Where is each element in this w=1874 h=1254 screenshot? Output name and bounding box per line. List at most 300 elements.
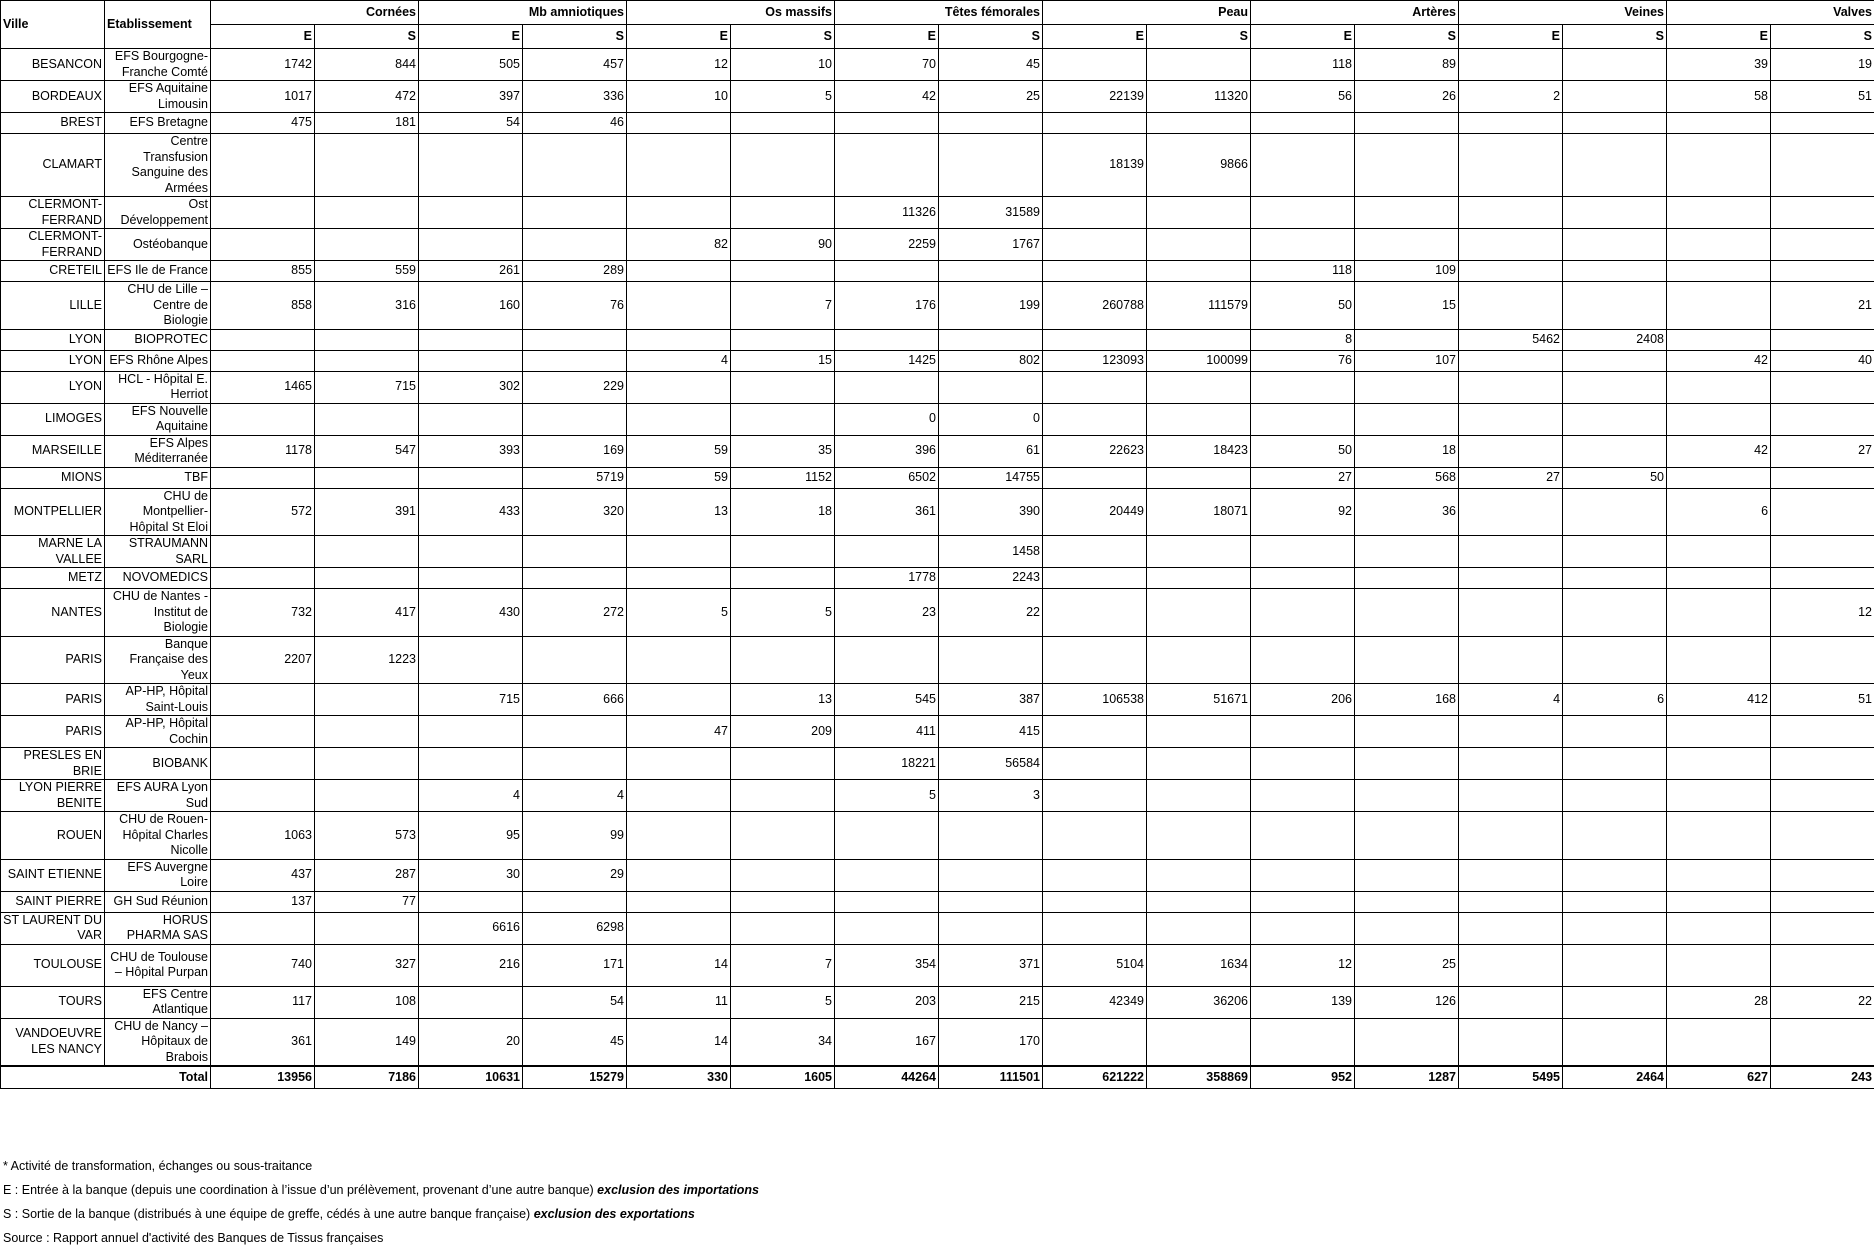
cell-value (1043, 536, 1147, 568)
table-row (1, 684, 1874, 716)
cell-value (523, 636, 627, 684)
cell-value (1667, 748, 1771, 780)
cell-value (939, 329, 1043, 350)
cell-value (731, 261, 835, 282)
cell-value (1771, 467, 1874, 488)
cell-value (1667, 229, 1771, 261)
cell-value (1355, 812, 1459, 860)
cell-value (627, 134, 731, 197)
cell-value: 20 (419, 1018, 523, 1066)
cell-value (1563, 636, 1667, 684)
cell-value: 412 (1667, 684, 1771, 716)
cell-value: 108 (315, 986, 419, 1018)
cell-value (1459, 912, 1563, 944)
cell-value (419, 716, 523, 748)
total-value: 5495 (1459, 1066, 1563, 1088)
cell-value (1147, 859, 1251, 891)
cell-value (1459, 488, 1563, 536)
cell-value (627, 371, 731, 403)
cell-value (1147, 329, 1251, 350)
cell-value: 5 (627, 589, 731, 637)
cell-value (1147, 589, 1251, 637)
cell-value: 167 (835, 1018, 939, 1066)
cell-value (211, 568, 315, 589)
total-value: 7186 (315, 1066, 419, 1088)
cell-value (1043, 467, 1147, 488)
cell-value (627, 780, 731, 812)
cell-value (939, 859, 1043, 891)
cell-value (1459, 350, 1563, 371)
cell-etablissement: EFS Bourgogne-Franche Comté (105, 49, 211, 81)
cell-value (1667, 261, 1771, 282)
cell-value (1667, 912, 1771, 944)
cell-value (939, 371, 1043, 403)
table-row (1, 780, 1874, 812)
cell-value: 287 (315, 859, 419, 891)
cell-value (731, 113, 835, 134)
cell-value: 475 (211, 113, 315, 134)
group-header-valves: Valves (1667, 1, 1874, 25)
cell-value (315, 536, 419, 568)
cell-value (1459, 589, 1563, 637)
cell-value (835, 912, 939, 944)
cell-value (211, 403, 315, 435)
cell-value: 203 (835, 986, 939, 1018)
cell-ville: PARIS (1, 684, 105, 716)
cell-value (1771, 636, 1874, 684)
group-header-veines: Veines (1459, 1, 1667, 25)
cell-value (939, 134, 1043, 197)
cell-etablissement: CHU de Montpellier-Hôpital St Eloi (105, 488, 211, 536)
total-value: 1287 (1355, 1066, 1459, 1088)
cell-value: 13 (627, 488, 731, 536)
cell-value (211, 350, 315, 371)
cell-value (1771, 403, 1874, 435)
cell-value: 505 (419, 49, 523, 81)
cell-value (419, 891, 523, 912)
cell-value: 58 (1667, 81, 1771, 113)
cell-value: 42349 (1043, 986, 1147, 1018)
cell-value (627, 282, 731, 330)
cell-value: 6616 (419, 912, 523, 944)
cell-value (627, 812, 731, 860)
cell-value (1147, 812, 1251, 860)
cell-value (1563, 81, 1667, 113)
cell-value (1043, 812, 1147, 860)
cell-value: 77 (315, 891, 419, 912)
cell-value (523, 403, 627, 435)
cell-value: 14755 (939, 467, 1043, 488)
cell-etablissement: AP-HP, Hôpital Saint-Louis (105, 684, 211, 716)
total-value: 10631 (419, 1066, 523, 1088)
cell-etablissement: CHU de Nantes - Institut de Biologie (105, 589, 211, 637)
table-row (1, 568, 1874, 589)
cell-value (1147, 636, 1251, 684)
cell-value (1043, 780, 1147, 812)
footnote-source: Source : Rapport annuel d'activité des Banques de Tissus françaises (3, 1230, 759, 1254)
cell-value (1355, 716, 1459, 748)
cell-value (1147, 748, 1251, 780)
cell-value (1459, 134, 1563, 197)
cell-value: 27 (1251, 467, 1355, 488)
cell-ville: MIONS (1, 467, 105, 488)
cell-value: 25 (1355, 944, 1459, 986)
cell-value: 2259 (835, 229, 939, 261)
cell-value (1147, 891, 1251, 912)
cell-value: 118 (1251, 261, 1355, 282)
footnote-e-emphasis: exclusion des importations (597, 1183, 759, 1197)
cell-value: 0 (939, 403, 1043, 435)
table-row (1, 371, 1874, 403)
total-value: 2464 (1563, 1066, 1667, 1088)
cell-value (1459, 49, 1563, 81)
cell-value: 31589 (939, 197, 1043, 229)
cell-ville: CLERMONT-FERRAND (1, 229, 105, 261)
table-row (1, 944, 1874, 986)
cell-value: 106538 (1043, 684, 1147, 716)
cell-value (1043, 113, 1147, 134)
cell-value (419, 134, 523, 197)
cell-ville: CLERMONT-FERRAND (1, 197, 105, 229)
cell-value (1251, 780, 1355, 812)
cell-value: 34 (731, 1018, 835, 1066)
table-row (1, 403, 1874, 435)
cell-value (1147, 229, 1251, 261)
cell-value: 1152 (731, 467, 835, 488)
cell-value: 430 (419, 589, 523, 637)
cell-value (315, 229, 419, 261)
cell-value (1251, 748, 1355, 780)
sub-header-s: S (1563, 25, 1667, 49)
cell-value (1563, 197, 1667, 229)
table-row (1, 435, 1874, 467)
cell-value: 545 (835, 684, 939, 716)
cell-ville: ROUEN (1, 812, 105, 860)
cell-value (1667, 282, 1771, 330)
cell-value (1043, 403, 1147, 435)
cell-value (835, 859, 939, 891)
total-value: 15279 (523, 1066, 627, 1088)
cell-value: 22623 (1043, 435, 1147, 467)
cell-value: 1063 (211, 812, 315, 860)
cell-value: 18 (731, 488, 835, 536)
table-row (1, 261, 1874, 282)
cell-ville: ST LAURENT DU VAR (1, 912, 105, 944)
table-row (1, 986, 1874, 1018)
cell-value (1667, 197, 1771, 229)
footnote-e (3, 1182, 759, 1206)
cell-value: 42 (1667, 350, 1771, 371)
cell-ville: PRESLES EN BRIE (1, 748, 105, 780)
cell-value: 45 (523, 1018, 627, 1066)
cell-value (1667, 371, 1771, 403)
cell-value: 10 (627, 81, 731, 113)
total-value: 13956 (211, 1066, 315, 1088)
cell-value (1251, 113, 1355, 134)
cell-etablissement: EFS Ile de France (105, 261, 211, 282)
sub-header-e: E (211, 25, 315, 49)
cell-value (523, 716, 627, 748)
cell-value (1147, 467, 1251, 488)
cell-etablissement: EFS Alpes Méditerranée (105, 435, 211, 467)
cell-value: 0 (835, 403, 939, 435)
cell-value: 149 (315, 1018, 419, 1066)
cell-value (1043, 1018, 1147, 1066)
cell-value: 95 (419, 812, 523, 860)
cell-value: 56 (1251, 81, 1355, 113)
cell-value (731, 371, 835, 403)
cell-value: 18423 (1147, 435, 1251, 467)
cell-value (211, 780, 315, 812)
cell-value (315, 684, 419, 716)
cell-value (1771, 536, 1874, 568)
cell-value (627, 197, 731, 229)
cell-value: 169 (523, 435, 627, 467)
cell-value: 215 (939, 986, 1043, 1018)
cell-value: 11 (627, 986, 731, 1018)
cell-value (523, 197, 627, 229)
cell-value (1563, 891, 1667, 912)
table-row (1, 282, 1874, 330)
cell-value (1147, 716, 1251, 748)
cell-etablissement: HCL - Hôpital E. Herriot (105, 371, 211, 403)
cell-value (731, 536, 835, 568)
cell-value (627, 912, 731, 944)
sub-header-row (1, 25, 1874, 49)
cell-value (1771, 229, 1874, 261)
cell-etablissement: BIOPROTEC (105, 329, 211, 350)
cell-value (315, 350, 419, 371)
cell-value (1355, 748, 1459, 780)
cell-value (1771, 568, 1874, 589)
table-row (1, 1018, 1874, 1066)
cell-value (1459, 748, 1563, 780)
cell-ville: CLAMART (1, 134, 105, 197)
cell-value (211, 329, 315, 350)
cell-value (1459, 716, 1563, 748)
cell-value: 5 (731, 81, 835, 113)
cell-value (1251, 891, 1355, 912)
group-header-tetes-femorales: Têtes fémorales (835, 1, 1043, 25)
cell-value (627, 568, 731, 589)
cell-value: 457 (523, 49, 627, 81)
cell-value: 572 (211, 488, 315, 536)
cell-etablissement: CHU de Rouen-Hôpital Charles Nicolle (105, 812, 211, 860)
cell-value (1355, 1018, 1459, 1066)
cell-value (731, 748, 835, 780)
cell-value (1459, 859, 1563, 891)
total-value: 952 (1251, 1066, 1355, 1088)
cell-value (627, 536, 731, 568)
cell-value: 858 (211, 282, 315, 330)
cell-etablissement: CHU de Lille – Centre de Biologie (105, 282, 211, 330)
cell-value (1563, 748, 1667, 780)
sub-header-s: S (315, 25, 419, 49)
cell-value (627, 329, 731, 350)
cell-value (1563, 435, 1667, 467)
cell-etablissement: TBF (105, 467, 211, 488)
cell-value (731, 912, 835, 944)
cell-value (1251, 134, 1355, 197)
cell-value (1043, 229, 1147, 261)
cell-value (731, 568, 835, 589)
cell-value (315, 134, 419, 197)
cell-value (1043, 197, 1147, 229)
cell-value (315, 403, 419, 435)
footnote-activity: * Activité de transformation, échanges ou sous-traitance (3, 1158, 759, 1182)
cell-value (627, 859, 731, 891)
cell-value (1667, 403, 1771, 435)
sub-header-s: S (1355, 25, 1459, 49)
cell-value (419, 568, 523, 589)
cell-value (1667, 716, 1771, 748)
cell-value: 109 (1355, 261, 1459, 282)
cell-value: 5719 (523, 467, 627, 488)
cell-value: 6 (1667, 488, 1771, 536)
cell-value: 316 (315, 282, 419, 330)
cell-ville: MARSEILLE (1, 435, 105, 467)
cell-value (1667, 536, 1771, 568)
cell-etablissement: Centre Transfusion Sanguine des Armées (105, 134, 211, 197)
cell-value: 118 (1251, 49, 1355, 81)
cell-value: 433 (419, 488, 523, 536)
cell-value (939, 812, 1043, 860)
cell-etablissement: EFS Rhône Alpes (105, 350, 211, 371)
cell-value (1563, 371, 1667, 403)
cell-value: 547 (315, 435, 419, 467)
cell-value (211, 229, 315, 261)
cell-value: 15 (1355, 282, 1459, 330)
cell-value (1771, 780, 1874, 812)
table-row (1, 49, 1874, 81)
footnote-e-text: E : Entrée à la banque (depuis une coordination à l’issue d’un prélèvement, provenant d’une autre banque) (3, 1183, 594, 1197)
cell-value: 216 (419, 944, 523, 986)
cell-value: 7 (731, 944, 835, 986)
cell-value (1355, 113, 1459, 134)
cell-value: 23 (835, 589, 939, 637)
cell-value: 47 (627, 716, 731, 748)
cell-value (1043, 636, 1147, 684)
cell-value (419, 748, 523, 780)
cell-value (1355, 329, 1459, 350)
footnote-s (3, 1206, 759, 1230)
cell-value: 18221 (835, 748, 939, 780)
cell-value (731, 636, 835, 684)
cell-value: 320 (523, 488, 627, 536)
cell-value: 437 (211, 859, 315, 891)
cell-value: 35 (731, 435, 835, 467)
table-row (1, 536, 1874, 568)
cell-ville: TOULOUSE (1, 944, 105, 986)
cell-value: 390 (939, 488, 1043, 536)
cell-value (315, 568, 419, 589)
cell-value: 21 (1771, 282, 1874, 330)
cell-value: 415 (939, 716, 1043, 748)
cell-value (1563, 589, 1667, 637)
cell-value (419, 536, 523, 568)
cell-ville: LYON PIERRE BENITE (1, 780, 105, 812)
cell-value: 117 (211, 986, 315, 1018)
cell-ville: LILLE (1, 282, 105, 330)
total-row (1, 1066, 1874, 1088)
total-value: 621222 (1043, 1066, 1147, 1088)
cell-value: 844 (315, 49, 419, 81)
cell-value (1459, 113, 1563, 134)
total-value: 627 (1667, 1066, 1771, 1088)
cell-value (627, 748, 731, 780)
cell-value (1771, 859, 1874, 891)
cell-value (1251, 636, 1355, 684)
cell-value: 666 (523, 684, 627, 716)
cell-value: 3 (939, 780, 1043, 812)
cell-value (1459, 282, 1563, 330)
cell-value (1459, 986, 1563, 1018)
cell-value (1043, 716, 1147, 748)
cell-value (1251, 589, 1355, 637)
cell-value: 89 (1355, 49, 1459, 81)
cell-value: 327 (315, 944, 419, 986)
cell-value (1459, 780, 1563, 812)
cell-value (1147, 261, 1251, 282)
cell-value (1355, 636, 1459, 684)
cell-value (1147, 113, 1251, 134)
cell-value (315, 467, 419, 488)
cell-ville: BORDEAUX (1, 81, 105, 113)
cell-value (1355, 197, 1459, 229)
cell-value: 22139 (1043, 81, 1147, 113)
cell-value (523, 748, 627, 780)
cell-value: 1178 (211, 435, 315, 467)
cell-value: 1767 (939, 229, 1043, 261)
cell-value (1563, 134, 1667, 197)
cell-value: 123093 (1043, 350, 1147, 371)
cell-value (731, 329, 835, 350)
cell-value (523, 536, 627, 568)
cell-value (1563, 859, 1667, 891)
cell-value (1563, 568, 1667, 589)
cell-value (1147, 1018, 1251, 1066)
cell-value (1147, 536, 1251, 568)
cell-value (731, 891, 835, 912)
cell-value (1667, 1018, 1771, 1066)
group-header-cornees: Cornées (211, 1, 419, 25)
cell-value (211, 912, 315, 944)
cell-value: 261 (419, 261, 523, 282)
sub-header-e: E (835, 25, 939, 49)
cell-value: 12 (627, 49, 731, 81)
cell-value (1043, 261, 1147, 282)
cell-value (1667, 467, 1771, 488)
cell-value (835, 536, 939, 568)
table-row (1, 912, 1874, 944)
cell-value: 1017 (211, 81, 315, 113)
cell-value (1667, 113, 1771, 134)
cell-value: 5 (835, 780, 939, 812)
total-value: 44264 (835, 1066, 939, 1088)
cell-value: 1223 (315, 636, 419, 684)
cell-ville: SAINT PIERRE (1, 891, 105, 912)
sub-header-e: E (419, 25, 523, 49)
cell-value: 387 (939, 684, 1043, 716)
cell-value: 39 (1667, 49, 1771, 81)
cell-value (1147, 403, 1251, 435)
cell-value (1667, 329, 1771, 350)
cell-value: 371 (939, 944, 1043, 986)
cell-value: 76 (1251, 350, 1355, 371)
cell-value (1563, 229, 1667, 261)
cell-value (1563, 944, 1667, 986)
footnote-s-text: S : Sortie de la banque (distribués à une équipe de greffe, cédés à une autre banque française) (3, 1207, 530, 1221)
